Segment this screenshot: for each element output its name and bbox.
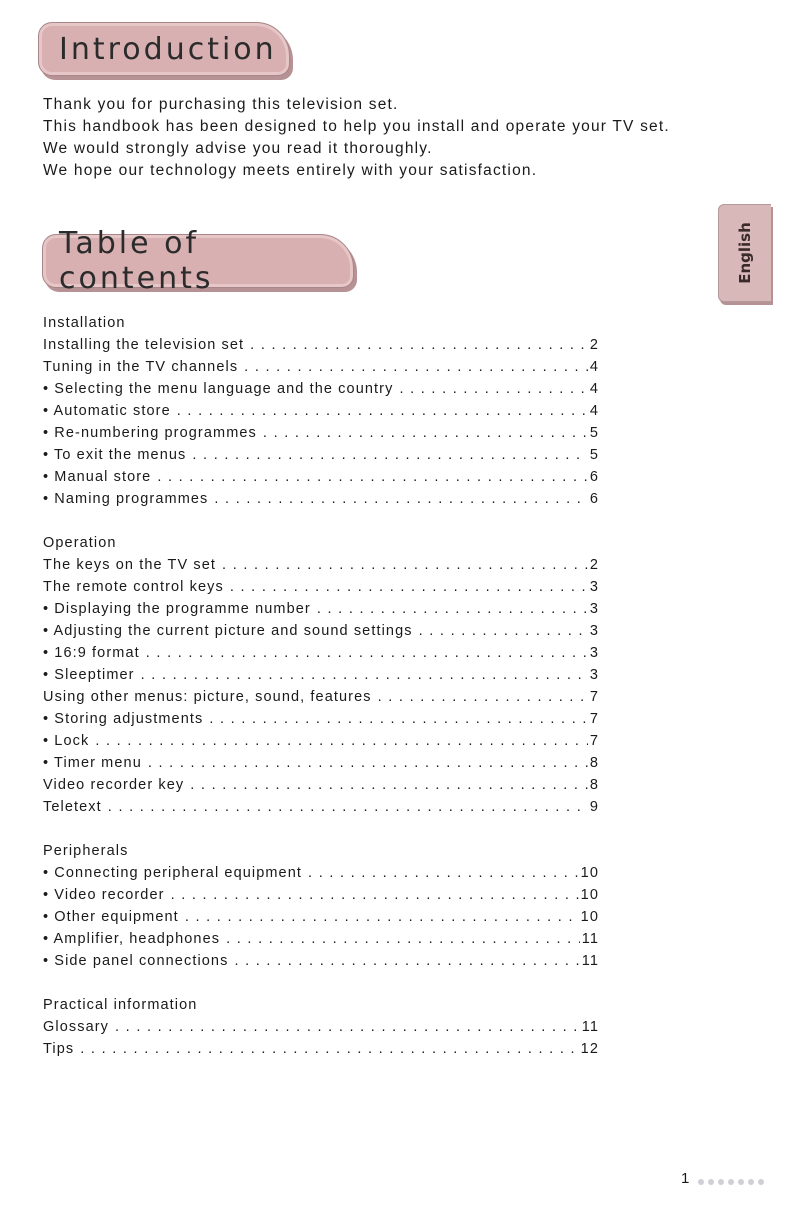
table-of-contents-heading: Table of contents <box>42 234 354 288</box>
toc-entry-label: • Selecting the menu language and the country <box>43 381 394 397</box>
toc-entry-label: Tips <box>43 1041 75 1057</box>
toc-entry-page: 8 <box>589 755 599 771</box>
intro-line: Thank you for purchasing this television set. <box>43 96 399 113</box>
dot-leader <box>317 598 588 620</box>
toc-entry-label: • Side panel connections <box>43 953 229 969</box>
toc-entry-page: 11 <box>581 1019 599 1035</box>
toc-entry-page: 10 <box>580 887 599 903</box>
toc-entry[interactable] <box>43 796 599 818</box>
toc-entry[interactable] <box>43 422 599 444</box>
toc-entry[interactable] <box>43 950 599 972</box>
page-dots-decoration <box>698 1179 764 1185</box>
toc-section-title: Operation <box>43 535 117 551</box>
dot-leader <box>419 620 588 642</box>
toc-entry-label: • Timer menu <box>43 755 142 771</box>
dot-leader <box>185 906 579 928</box>
toc-entry[interactable] <box>43 444 599 466</box>
dot-leader <box>222 554 588 576</box>
toc-entry-page: 3 <box>589 667 599 683</box>
dot-leader <box>250 334 588 356</box>
intro-paragraph <box>43 94 670 182</box>
dot-leader <box>95 730 587 752</box>
toc-entry[interactable] <box>43 334 599 356</box>
dot-leader <box>108 796 588 818</box>
dot-leader <box>234 950 579 972</box>
dot-leader <box>308 862 579 884</box>
toc-section <box>43 532 599 818</box>
toc-entry[interactable] <box>43 708 599 730</box>
toc-entry-page: 9 <box>589 799 599 815</box>
toc-entry-label: Using other menus: picture, sound, features <box>43 689 372 705</box>
toc-entry[interactable] <box>43 884 599 906</box>
toc-section <box>43 840 599 972</box>
toc-entry[interactable] <box>43 598 599 620</box>
dot-leader <box>399 378 587 400</box>
toc-entry-page: 7 <box>589 711 599 727</box>
toc-entry-label: Teletext <box>43 799 102 815</box>
toc-entry[interactable] <box>43 1038 599 1060</box>
toc-section-title: Peripherals <box>43 843 129 859</box>
toc-entry-page: 3 <box>589 601 599 617</box>
toc-entry[interactable] <box>43 730 599 752</box>
toc-entry-label: • Other equipment <box>43 909 179 925</box>
toc-entry-label: • Connecting peripheral equipment <box>43 865 303 881</box>
toc-entry[interactable] <box>43 620 599 642</box>
toc-entry[interactable] <box>43 642 599 664</box>
dot-leader <box>226 928 580 950</box>
dot-leader <box>263 422 588 444</box>
toc-entry[interactable] <box>43 378 599 400</box>
introduction-heading: Introduction <box>38 22 290 76</box>
toc-entry-label: • Sleeptimer <box>43 667 135 683</box>
toc-entry-page: 10 <box>580 909 599 925</box>
language-tab <box>718 204 771 302</box>
toc-entry-label: The remote control keys <box>43 579 224 595</box>
toc-entry-page: 7 <box>589 689 599 705</box>
toc-entry[interactable] <box>43 906 599 928</box>
toc-entry[interactable] <box>43 664 599 686</box>
toc-entry-page: 11 <box>581 931 599 947</box>
toc-entry-label: • Adjusting the current picture and sound settings <box>43 623 413 639</box>
dot-leader <box>148 752 588 774</box>
toc-entry-page: 4 <box>589 403 599 419</box>
toc-entry[interactable] <box>43 752 599 774</box>
toc-entry-page: 5 <box>589 425 599 441</box>
dot-leader <box>141 664 588 686</box>
toc-entry-label: • Naming programmes <box>43 491 209 507</box>
intro-line: We hope our technology meets entirely with your satisfaction. <box>43 162 538 179</box>
toc-entry-page: 7 <box>589 733 599 749</box>
toc-entry-page: 10 <box>580 865 599 881</box>
toc-entry[interactable] <box>43 488 599 510</box>
dot-leader <box>80 1038 578 1060</box>
dot-leader <box>157 466 588 488</box>
toc-entry-page: 11 <box>581 953 599 969</box>
toc-entry-label: Installing the television set <box>43 337 245 353</box>
toc-entry[interactable] <box>43 774 599 796</box>
intro-line: This handbook has been designed to help you install and operate your TV set. <box>43 118 670 135</box>
toc-entry-label: • Lock <box>43 733 90 749</box>
toc-entry-label: Video recorder key <box>43 777 185 793</box>
toc-section-title: Installation <box>43 315 126 331</box>
toc-entry-page: 6 <box>589 491 599 507</box>
toc-entry[interactable] <box>43 400 599 422</box>
language-tab-label: English <box>736 222 754 284</box>
dot-leader <box>244 356 588 378</box>
toc-entry-label: • Manual store <box>43 469 152 485</box>
dot-leader <box>378 686 588 708</box>
toc-entry-label: • Storing adjustments <box>43 711 204 727</box>
toc-entry-page: 3 <box>589 645 599 661</box>
toc-entry-page: 3 <box>589 579 599 595</box>
toc-entry[interactable] <box>43 862 599 884</box>
toc-entry-label: • Automatic store <box>43 403 171 419</box>
toc-entry[interactable] <box>43 554 599 576</box>
toc-entry-page: 8 <box>589 777 599 793</box>
toc-section <box>43 994 599 1060</box>
toc-section-title: Practical information <box>43 997 198 1013</box>
toc-entry[interactable] <box>43 928 599 950</box>
toc-entry-label: Tuning in the TV channels <box>43 359 239 375</box>
toc-entry-label: • Video recorder <box>43 887 165 903</box>
dot-leader <box>192 444 587 466</box>
dot-leader <box>177 400 588 422</box>
toc-entry[interactable] <box>43 466 599 488</box>
toc-entry[interactable] <box>43 686 599 708</box>
toc-entry[interactable] <box>43 576 599 598</box>
toc-entry-page: 12 <box>580 1041 599 1057</box>
toc-entry-page: 5 <box>589 447 599 463</box>
dot-leader <box>146 642 588 664</box>
toc-entry[interactable] <box>43 356 599 378</box>
toc-section <box>43 312 599 510</box>
page-number: 1 <box>681 1170 690 1187</box>
dot-leader <box>209 708 587 730</box>
toc-entry-label: • Re-numbering programmes <box>43 425 257 441</box>
toc-entry-page: 4 <box>589 381 599 397</box>
intro-line: We would strongly advise you read it thoroughly. <box>43 140 433 157</box>
toc-entry-label: • Displaying the programme number <box>43 601 311 617</box>
toc-entry-label: The keys on the TV set <box>43 557 217 573</box>
toc-entry-label: • To exit the menus <box>43 447 187 463</box>
dot-leader <box>214 488 587 510</box>
toc-entry-page: 4 <box>589 359 599 375</box>
table-of-contents <box>43 312 599 1082</box>
dot-leader <box>115 1016 580 1038</box>
toc-entry-label: Glossary <box>43 1019 110 1035</box>
toc-entry-page: 2 <box>589 557 599 573</box>
dot-leader <box>230 576 588 598</box>
toc-entry-page: 6 <box>589 469 599 485</box>
dot-leader <box>171 884 579 906</box>
toc-entry-label: • Amplifier, headphones <box>43 931 221 947</box>
dot-leader <box>190 774 588 796</box>
toc-entry-page: 2 <box>589 337 599 353</box>
toc-entry-page: 3 <box>589 623 599 639</box>
toc-entry-label: • 16:9 format <box>43 645 140 661</box>
toc-entry[interactable] <box>43 1016 599 1038</box>
